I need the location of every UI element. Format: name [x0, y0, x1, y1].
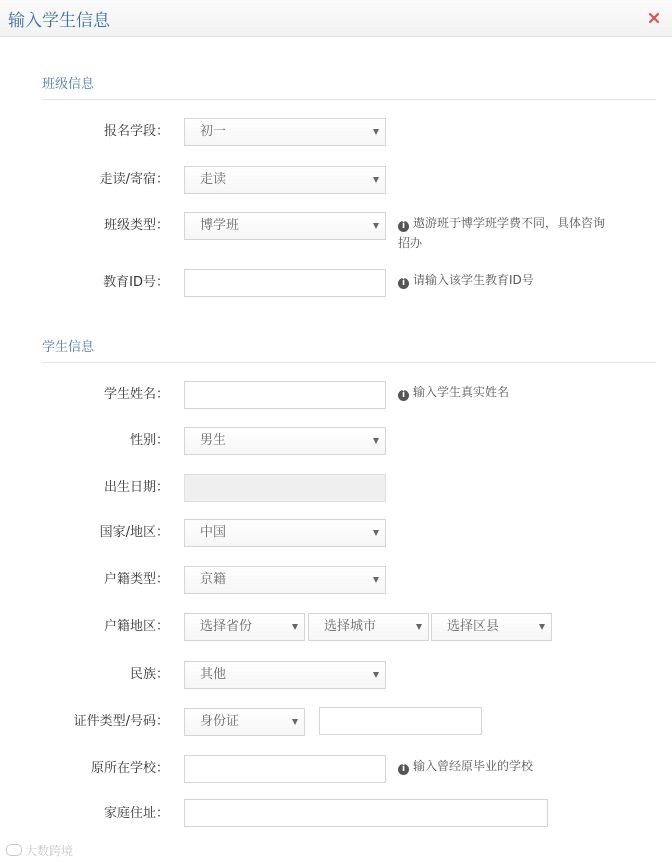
edu-id-input[interactable] — [184, 269, 386, 297]
birth-date-input[interactable] — [184, 474, 386, 502]
boarding-label: 走读/寄宿： — [99, 172, 169, 187]
hukou-region-label: 户籍地区： — [103, 619, 169, 634]
province-select[interactable] — [184, 613, 305, 641]
close-icon[interactable] — [648, 12, 660, 24]
dropdown-arrow-icon — [416, 624, 422, 630]
student-name-label: 学生姓名： — [103, 387, 169, 402]
info-icon: i — [398, 221, 409, 232]
school-input[interactable] — [184, 755, 386, 783]
school-label: 原所在学校： — [90, 761, 169, 776]
info-icon: i — [398, 390, 409, 401]
class-type-help — [398, 213, 613, 253]
section-divider — [42, 362, 656, 363]
student-name-help-text: 输入学生真实姓名 — [413, 385, 510, 399]
country-select[interactable] — [184, 519, 386, 547]
gender-value: 男生 — [200, 433, 227, 448]
dropdown-arrow-icon — [373, 438, 379, 444]
city-value: 选择城市 — [324, 619, 377, 634]
enroll-stage-value: 初一 — [200, 124, 227, 139]
info-icon: i — [398, 764, 409, 775]
dropdown-arrow-icon — [373, 177, 379, 183]
dropdown-arrow-icon — [373, 129, 379, 135]
student-name-input[interactable] — [184, 381, 386, 409]
id-type-label: 证件类型/号码： — [73, 714, 169, 729]
hukou-type-label: 户籍类型： — [103, 572, 169, 587]
dropdown-arrow-icon — [373, 672, 379, 678]
enroll-stage-label: 报名学段： — [103, 124, 169, 139]
class-type-label: 班级类型： — [103, 218, 169, 233]
section-divider — [42, 99, 656, 100]
watermark — [6, 842, 73, 859]
boarding-select[interactable] — [184, 166, 386, 194]
province-value: 选择省份 — [200, 619, 253, 634]
class-type-value: 博学班 — [200, 218, 240, 233]
ethnicity-select[interactable] — [184, 661, 386, 689]
student-name-help — [398, 382, 613, 402]
edu-id-help-text: 请输入该学生教育ID号 — [413, 273, 534, 287]
school-help — [398, 756, 613, 776]
id-number-input[interactable] — [319, 707, 482, 735]
ethnicity-label: 民族： — [129, 667, 169, 682]
dropdown-arrow-icon — [292, 624, 298, 630]
dialog-title: 输入学生信息 — [8, 11, 110, 31]
boarding-value: 走读 — [200, 172, 227, 187]
section-title-class: 班级信息 — [42, 77, 95, 92]
hukou-type-select[interactable] — [184, 566, 386, 594]
school-help-text: 输入曾经原毕业的学校 — [413, 759, 534, 773]
dropdown-arrow-icon — [373, 577, 379, 583]
address-label: 家庭住址： — [103, 806, 169, 821]
country-label: 国家/地区： — [99, 525, 169, 540]
section-title-student: 学生信息 — [42, 340, 95, 355]
dropdown-arrow-icon — [292, 719, 298, 725]
watermark-logo-icon — [6, 844, 22, 856]
district-value: 选择区县 — [447, 619, 500, 634]
edu-id-help — [398, 270, 613, 290]
edu-id-label: 教育ID号： — [103, 275, 169, 290]
ethnicity-value: 其他 — [200, 667, 227, 682]
class-type-help-text: 遨游班于博学班学费不同，具体咨询招办 — [398, 216, 606, 250]
dropdown-arrow-icon — [539, 624, 545, 630]
dropdown-arrow-icon — [373, 223, 379, 229]
district-select[interactable] — [431, 613, 552, 641]
hukou-type-value: 京籍 — [200, 572, 227, 587]
address-input[interactable] — [184, 799, 548, 827]
country-value: 中国 — [200, 525, 227, 540]
info-icon: i — [398, 278, 409, 289]
watermark-text: 大数跨境 — [25, 844, 74, 858]
gender-label: 性别： — [129, 433, 169, 448]
city-select[interactable] — [308, 613, 429, 641]
dialog-header — [0, 0, 672, 37]
enroll-stage-select[interactable] — [184, 118, 386, 146]
id-type-value: 身份证 — [200, 714, 240, 729]
id-type-select[interactable] — [184, 708, 305, 736]
class-type-select[interactable] — [184, 212, 386, 240]
birth-date-label: 出生日期： — [103, 480, 169, 495]
dropdown-arrow-icon — [373, 530, 379, 536]
gender-select[interactable] — [184, 427, 386, 455]
